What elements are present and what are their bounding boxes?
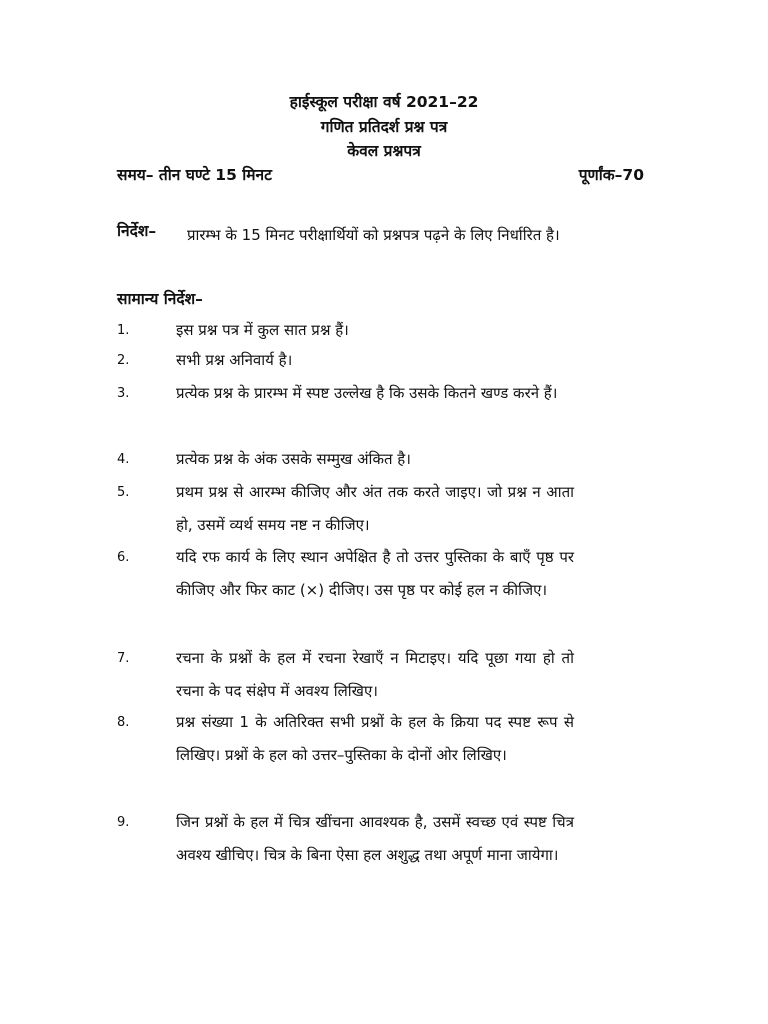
item-text: प्रत्येक प्रश्न के अंक उसके सम्मुख अंकित है। — [176, 450, 411, 468]
item-text: यदि रफ कार्य के लिए स्थान अपेक्षित है तो उत्तर पुस्तिका के बाएँ पृष्ठ पर कीजिए और फिर काट (×) दीजिए। उस पृष्ठ पर कोई हल न कीजिए। — [176, 548, 574, 599]
item-number: 8. — [117, 715, 130, 730]
item-text: रचना के प्रश्नों के हल में रचना रेखाएँ न मिटाइए। यदि पूछा गया हो तो रचना के पद संक्षेप में अवश्य लिखिए। — [176, 649, 574, 700]
general-instructions-heading: सामान्य निर्देश– — [117, 290, 203, 308]
item-text: जिन प्रश्नों के हल में चित्र खींचना आवश्यक है, उसमें स्वच्छ एवं स्पष्ट चित्र अवश्य खीचिए। चित्र के बिना ऐसा हल अशुद्ध तथा अपूर्ण माना जायेगा। — [176, 813, 574, 864]
item-number: 4. — [117, 452, 130, 467]
item-text: सभी प्रश्न अनिवार्य है। — [176, 351, 293, 369]
item-number: 3. — [117, 386, 130, 401]
directive-text: प्रारम्भ के 15 मिनट परीक्षार्थियों को प्रश्नपत्र पढ़ने के लिए निर्धारित है। — [187, 226, 560, 244]
item-text: प्रत्येक प्रश्न के प्रारम्भ में स्पष्ट उल्लेख है कि उसके कितने खण्ड करने हैं। — [176, 384, 558, 402]
paper-subject: गणित प्रतिदर्श प्रश्न पत्र — [320, 118, 448, 136]
item-number: 1. — [117, 323, 130, 338]
item-number: 6. — [117, 550, 130, 565]
item-number: 9. — [117, 815, 130, 830]
item-number: 7. — [117, 651, 130, 666]
item-text: इस प्रश्न पत्र में कुल सात प्रश्न हैं। — [176, 321, 349, 339]
max-marks: पूर्णांक–70 — [578, 166, 644, 184]
item-text: प्रश्न संख्या 1 के अतिरिक्त सभी प्रश्नों के हल के क्रिया पद स्पष्ट रूप से लिखिए। प्रश्नों के हल को उत्तर–पुस्तिका के दोनों ओर लिखिए। — [176, 713, 574, 764]
item-number: 2. — [117, 353, 130, 368]
item-text: प्रथम प्रश्न से आरम्भ कीजिए और अंत तक करते जाइए। जो प्रश्न न आता हो, उसमें व्यर्थ समय नष्ट न कीजिए। — [176, 483, 574, 534]
exam-title: हाईस्कूल परीक्षा वर्ष 2021–22 — [289, 93, 479, 111]
time-allowed: समय– तीन घण्टे 15 मिनट — [117, 166, 272, 184]
directive-label: निर्देश– — [117, 222, 157, 240]
item-number: 5. — [117, 485, 130, 500]
paper-type: केवल प्रश्नपत्र — [347, 142, 421, 160]
